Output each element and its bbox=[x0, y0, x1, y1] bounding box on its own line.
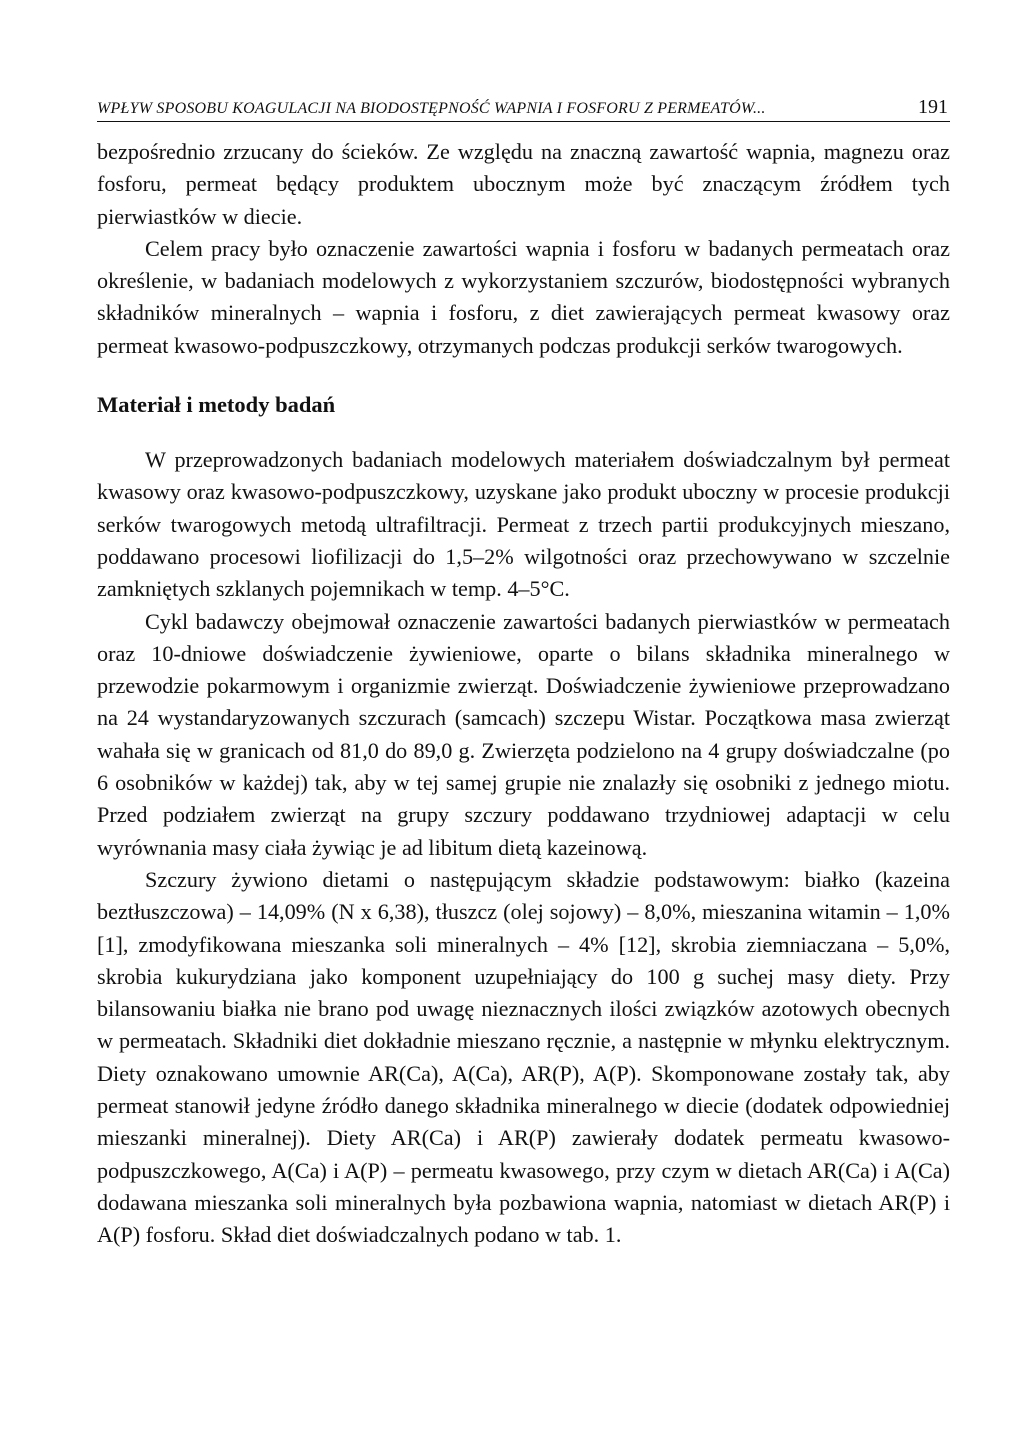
page-number: 191 bbox=[918, 96, 948, 118]
paragraph-aim: Celem pracy było oznaczenie zawartości wapnia i fosforu w badanych permeatach oraz określenie, w badaniach modelowych z wykorzystaniem szczurów, biodostępności wybranych składników mineralnych – wapnia i fosforu, z diet zawierających permeat kwasowy oraz permeat kwasowo-podpuszczkowy, otrzymanych podczas produkcji serków twarogowych. bbox=[97, 235, 950, 358]
running-title: WPŁYW SPOSOBU KOAGULACJI NA BIODOSTĘPNOŚĆ WAPNIA I FOSFORU Z PERMEATÓW... bbox=[97, 100, 766, 117]
section-heading: Materiał i metody badań bbox=[97, 392, 336, 418]
paragraph-continuation: bezpośrednio zrzucany do ścieków. Ze względu na znaczną zawartość wapnia, magnezu oraz fosforu, permeat będący produktem ubocznym może być znaczącym źródłem tych pierwiastków w diecie. bbox=[97, 139, 950, 229]
paragraph-study-cycle: Cykl badawczy obejmował oznaczenie zawartości badanych pierwiastków w permeatach oraz 10-dniowe doświadczenie żywieniowe, oparte o bilans składnika mineralnego w przewodzie pokarmowym i organizmie zwierząt. Doświadczenie żywieniowe przeprowadzano na 24 wystandaryzowanych szczurach (samcach) szczepu Wistar. Początkowa masa zwierząt wahała się w granicach od 81,0 do 89,0 g. Zwierzęta podzielono na 4 grupy doświadczalne (po 6 osobników w każdej) tak, aby w tej samej grupie nie znalazły się osobniki z jednego miotu. Przed podziałem zwierząt na grupy szczury poddawano trzydniowej adaptacji w celu wyrównania masy ciała żywiąc je ad libitum dietą kazeinową. bbox=[97, 608, 950, 860]
running-header bbox=[97, 96, 950, 122]
paragraph-diets: Szczury żywiono dietami o następującym składzie podstawowym: białko (kazeina beztłuszczowa) – 14,09% (N x 6,38), tłuszcz (olej sojowy) – 8,0%, mieszanina witamin – 1,0% [1], zmodyfikowana mieszanka soli mineralnych – 4% [12], skrobia ziemniaczana – 5,0%, skrobia kukurydziana jako komponent uzupełniający do 100 g suchej masy diety. Przy bilansowaniu białka nie brano pod uwagę nieznacznych ilości związków azotowych obecnych w permeatach. Składniki diet dokładnie mieszano ręcznie, a następnie w młynku elektrycznym. Diety oznakowano umownie AR(Ca), A(Ca), AR(P), A(P). Skomponowane zostały tak, aby permeat stanowił jedyne źródło danego składnika mineralnego w diecie (dodatek odpowiedniej mieszanki mineralnej). Diety AR(Ca) i AR(P) zawierały dodatek permeatu kwasowo-podpuszczkowego, A(Ca) i A(P) – permeatu kwasowego, przy czym w dietach AR(Ca) i A(Ca) dodawana mieszanka soli mineralnych była pozbawiona wapnia, natomiast w dietach AR(P) i A(P) fosforu. Skład diet doświadczalnych podano w tab. 1. bbox=[97, 866, 950, 1248]
page bbox=[97, 96, 950, 1252]
paragraph-material: W przeprowadzonych badaniach modelowych materiałem doświadczalnym był permeat kwasowy oraz kwasowo-podpuszczkowy, uzyskane jako produkt uboczny w procesie produkcji serków twarogowych metodą ultrafiltracji. Permeat z trzech partii produkcyjnych mieszano, poddawano procesowi liofilizacji do 1,5–2% wilgotności oraz przechowywano w szczelnie zamkniętych szklanych pojemnikach w temp. 4–5°C. bbox=[97, 447, 950, 602]
article-body bbox=[97, 136, 950, 1252]
